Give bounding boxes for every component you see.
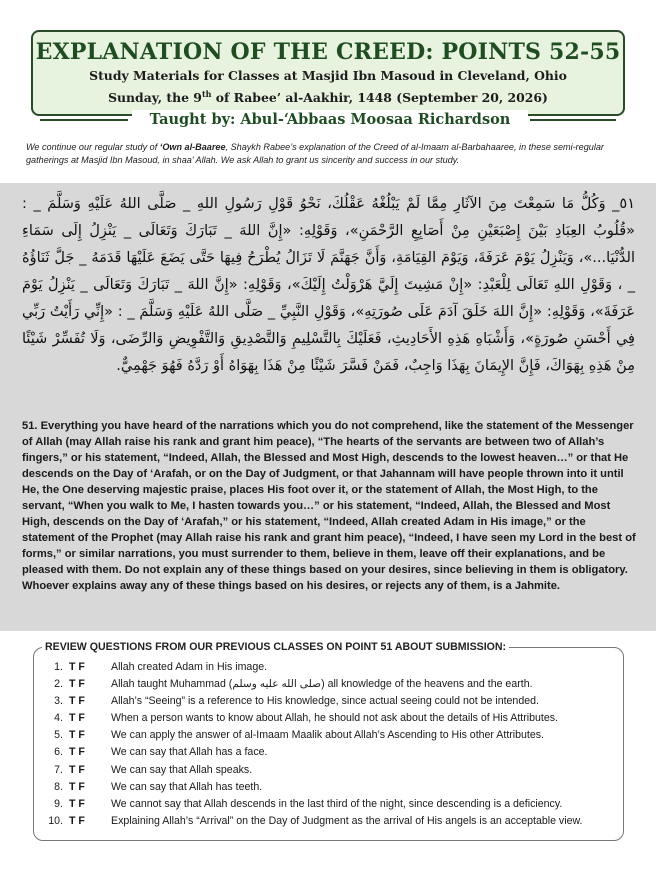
question-text: We cannot say that Allah descends in the last third of the night, since descending is a deficiency. — [111, 797, 563, 810]
question-text: We can say that Allah speaks. — [111, 763, 253, 776]
subtitle-line-1: Study Materials for Classes at Masjid Ibn Masoud in Cleveland, Ohio — [89, 68, 567, 83]
true-false-marker: T F — [69, 814, 85, 827]
true-false-marker: T F — [69, 661, 85, 673]
date-ordinal: th — [201, 89, 212, 99]
true-false-marker: T F — [69, 746, 85, 759]
question-row — [40, 659, 620, 676]
page-title: EXPLANATION OF THE CREED: POINTS 52-55 — [35, 39, 621, 65]
taught-by: Taught by: Abul-‘Abbaas Moosaa Richardson — [132, 110, 528, 130]
header-box — [31, 30, 625, 116]
question-text: Allah created Adam in His image. — [111, 661, 268, 673]
date-prefix: Sunday, the 9 — [108, 90, 202, 106]
review-title: REVIEW QUESTIONS FROM OUR PREVIOUS CLASSES ON POINT 51 ABOUT SUBMISSION: — [42, 639, 509, 655]
question-number: 10. — [48, 814, 63, 827]
question-text: We can say that Allah has teeth. — [111, 780, 263, 793]
question-row — [40, 676, 620, 693]
question-text: Allah taught Muhammad (صلى الله عليه وسلم) all knowledge of the heavens and the earth. — [111, 678, 533, 691]
question-number: 7. — [54, 763, 63, 776]
question-row — [40, 727, 620, 744]
intro-start: We continue our regular study of — [26, 142, 160, 152]
question-number: 5. — [54, 729, 63, 742]
question-number: 1. — [54, 661, 63, 673]
question-number: 4. — [54, 712, 63, 725]
true-false-marker: T F — [69, 695, 85, 708]
question-text: Allah’s “Seeing” is a reference to His knowledge, since actual seeing could not be intended. — [111, 695, 539, 708]
question-row — [40, 813, 620, 830]
question-row — [40, 796, 620, 813]
question-number: 3. — [54, 695, 63, 708]
divider-right — [530, 119, 616, 121]
question-list — [40, 659, 620, 830]
question-number: 8. — [54, 780, 63, 793]
intro-rest: , Shaykh Rabee’s explanation of the Creed of al-Imaam al-Barbahaaree, in these semi-regular gatherings at Masjid Ibn Masoud, in shaa’ Allah. We ask Allah to grant us sincerity and success in our study. — [26, 142, 604, 165]
true-false-marker: T F — [69, 797, 85, 810]
true-false-marker: T F — [69, 678, 85, 691]
true-false-marker: T F — [69, 712, 85, 725]
question-row — [40, 710, 620, 727]
question-row — [40, 693, 620, 710]
question-row — [40, 762, 620, 779]
question-text: Explaining Allah’s “Arrival” on the Day of Judgment as the arrival of His angels is an acceptable view. — [111, 814, 583, 827]
question-number: 2. — [54, 678, 63, 691]
subtitle-line-2 — [33, 85, 623, 107]
question-row — [40, 744, 620, 761]
true-false-marker: T F — [69, 780, 85, 793]
intro-book-title: ‘Own al-Baaree — [159, 142, 226, 152]
english-translation: 51. Everything you have heard of the narrations which you do not comprehend, like the statement of the Messenger of Allah (may Allah raise his rank and grant him peace), “The hearts of the servants are between two of Allah’s fingers,” or his statement, “Indeed, Allah, the Blessed and Most High, descends to the lowest heaven…” or that He descends on the Day of ‘Arafah, or on the Day of Judgment, or that Jahannam will have people thrown into it until He, the One deserving majestic praise, places His foot over it, or the statement of Allah, the Most High, to the servant, “When you walk to Me, I hasten towards you…” or his statement, “Indeed, Allah, the Blessed and Most High, descends on the Day of ‘Arafah,” or his statement, “Indeed, Allah created Adam in His image,” or the statement of the Prophet (may Allah raise his rank and grant him peace), “Indeed, I have seen my Lord in the best of forms,” or similar narrations, you must surrender to them, believe in them, leave off their explanations, and be pleased with them. Do not explain any of these things based on your desires, since believing in them is obligatory. Whoever explains away any of these things based on his desires, or rejects any of them, is a Jahmite. — [22, 420, 636, 592]
true-false-marker: T F — [69, 729, 85, 742]
question-number: 6. — [54, 746, 63, 759]
question-row — [40, 779, 620, 796]
taught-by-row — [40, 110, 616, 130]
question-number: 9. — [54, 797, 63, 810]
question-text: We can say that Allah has a face. — [111, 746, 268, 759]
divider-left — [40, 119, 128, 121]
question-text: We can apply the answer of al-Imaam Maalik about Allah’s Ascending to His other Attributes. — [111, 729, 545, 742]
arabic-text: ٥١_ وَكُلُّ مَا سَمِعْتَ مِنَ الآثَارِ مِمَّا لَمْ يَبْلُغْهُ عَقْلُكَ، نَحْوُ قَوْلِ رَسُولِ اللهِ _ صَلَّى اللهُ عَلَيْهِ وَسَلَّمَ _ : «قُلُوبُ العِبَادِ بَيْنَ إِصْبَعَيْنِ مِنْ أَصَابِعِ الرَّحْمَنِ»، وَقَوْلِهِ: «إِنَّ اللهَ _ تَبَارَكَ وَتَعَالَى _ يَنْزِلُ إِلَى سَمَاءِ الدُّنْيَا...»، وَيَنْزِلُ يَوْمَ عَرَفَةَ، وَيَوْمَ القِيَامَةِ، وَأَنَّ جَهَنَّمَ لَا تَزَالُ يُطْرَحُ فِيهَا حَتَّى يَضَعَ عَلَيْهَا قَدَمَهُ _ جَلَّ ثَنَاؤُهُ _ ، وَقَوْلِ اللهِ تَعَالَى لِلْعَبْدِ: «إِنْ مَشِيتَ إِلَيَّ هَرْوَلْتُ إِلَيْكَ»، وَقَوْلِهِ: «إِنَّ اللهَ _ تَبَارَكَ وَتَعَالَى _ يَنْزِلُ يَوْمَ عَرَفَةَ»، وَقَوْلِهِ: «إِنَّ اللهَ خَلَقَ آدَمَ عَلَى صُورَتِهِ»، وَقَوْلِ النَّبِيِّ _ صَلَّى اللهُ عَلَيْهِ وَسَلَّمَ _ : «إِنِّي رَأَيْتُ رَبِّي فِي أَحْسَنِ صُورَةٍ»، وَأَشْبَاهِ هَذِهِ الأَحَادِيثِ، فَعَلَيْكَ بِالتَّسْلِيمِ وَالتَّصْدِيقِ وَالتَّفْوِيضِ وَالرِّضَى، وَلَا تُفَسِّرْ شَيْئًا مِنْ هَذِهِ بِهَوَاكَ، فَإِنَّ الإِيمَانَ بِهَذَا وَاجِبٌ، فَمَنْ فَسَّرَ شَيْئًا مِنْ هَذَا بِهَوَاهُ أَوْ رَدَّهُ فَهُوَ جَهْمِيٌّ. — [22, 196, 635, 374]
intro-paragraph — [26, 141, 638, 167]
question-text: When a person wants to know about Allah, he should not ask about the details of His Attributes. — [111, 712, 558, 725]
true-false-marker: T F — [69, 763, 85, 776]
date-suffix: of Rabee’ al-Aakhir, 1448 (September 20, 2026) — [211, 90, 548, 106]
